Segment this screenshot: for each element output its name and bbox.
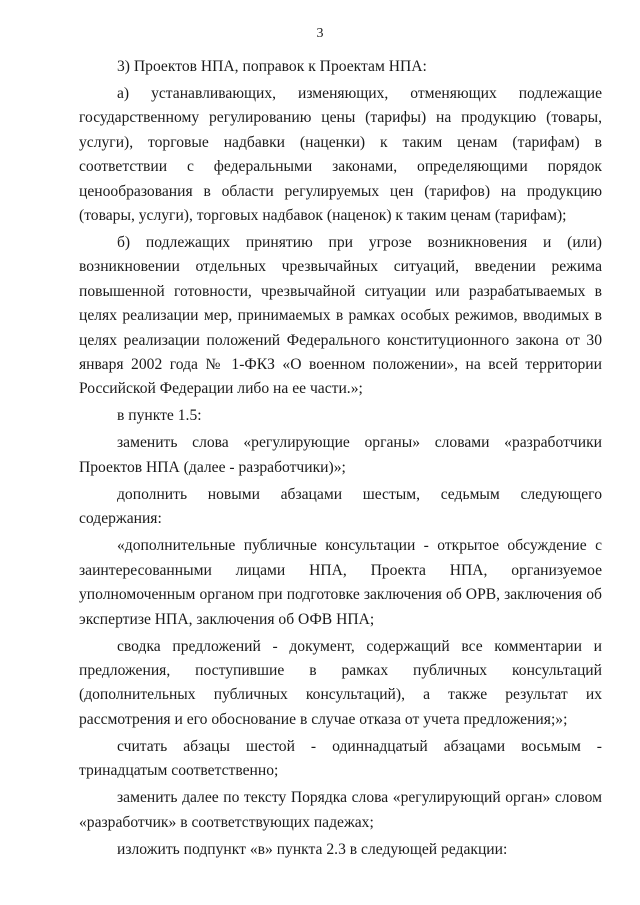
paragraph-clause-1-5: в пункте 1.5: <box>117 407 202 425</box>
paragraph-definition-consultations: «дополнительные публичные консультации - открытое обсуждение с заинтересованными лицами НПА, Проекта НПА, организуемое уполномоченным органом при подготовке заключения об ОРВ, заключения об экспертизе НПА, заключения об ОФВ НПА; <box>79 537 602 628</box>
paragraph-definition-summary: сводка предложений - документ, содержащий все комментарии и предложения, поступившие в рамках публичных консультаций (дополнительных публичных консультаций), а также результат их рассмотрения и его обоснование в случае отказа от учета предложения;»; <box>79 637 602 728</box>
document-body <box>79 55 602 862</box>
paragraph-replace-throughout: заменить далее по тексту Порядка слова «регулирующий орган» словом «разработчик» в соответствующих падежах; <box>79 789 602 831</box>
paragraph-replace-words: заменить слова «регулирующие органы» словами «разработчики Проектов НПА (далее - разработчики)»; <box>79 434 602 476</box>
paragraph-subitem-b: б) подлежащих принятию при угрозе возникновения и (или) возникновении отдельных чрезвычайных ситуаций, введении режима повышенной готовности, чрезвычайной ситуации или разрабатываемых в целях реализации мер, принимаемых в рамках особых режимов, вводимых в целях реализации положений Федерального конституционного закона от 30 января 2002 года № 1-ФКЗ «О военном положении», на всей территории Российской Федерации либо на ее части.»; <box>79 234 602 398</box>
paragraph-renumber: считать абзацы шестой - одиннадцатый абзацами восьмым - тринадцатым соответственно; <box>79 737 602 780</box>
page-number: 3 <box>316 26 324 41</box>
paragraph-subitem-a: а) устанавливающих, изменяющих, отменяющих подлежащие государственному регулированию цены (тарифы) на продукцию (товары, услуги), торговые надбавки (наценки) к таким ценам (тарифам) в соответствии с федеральными законами, определяющими порядок ценообразования в области регулируемых цен (тарифов) на продукцию (товары, услуги), торговых надбавок (наценок) к таким ценам (тарифам); <box>79 85 602 225</box>
paragraph-restate-subclause: изложить подпункт «в» пункта 2.3 в следующей редакции: <box>117 840 508 858</box>
paragraph-item-3-header: 3) Проектов НПА, поправок к Проектам НПА: <box>117 58 427 75</box>
paragraph-add-paragraphs: дополнить новыми абзацами шестым, седьмым следующего содержания: <box>79 485 602 528</box>
